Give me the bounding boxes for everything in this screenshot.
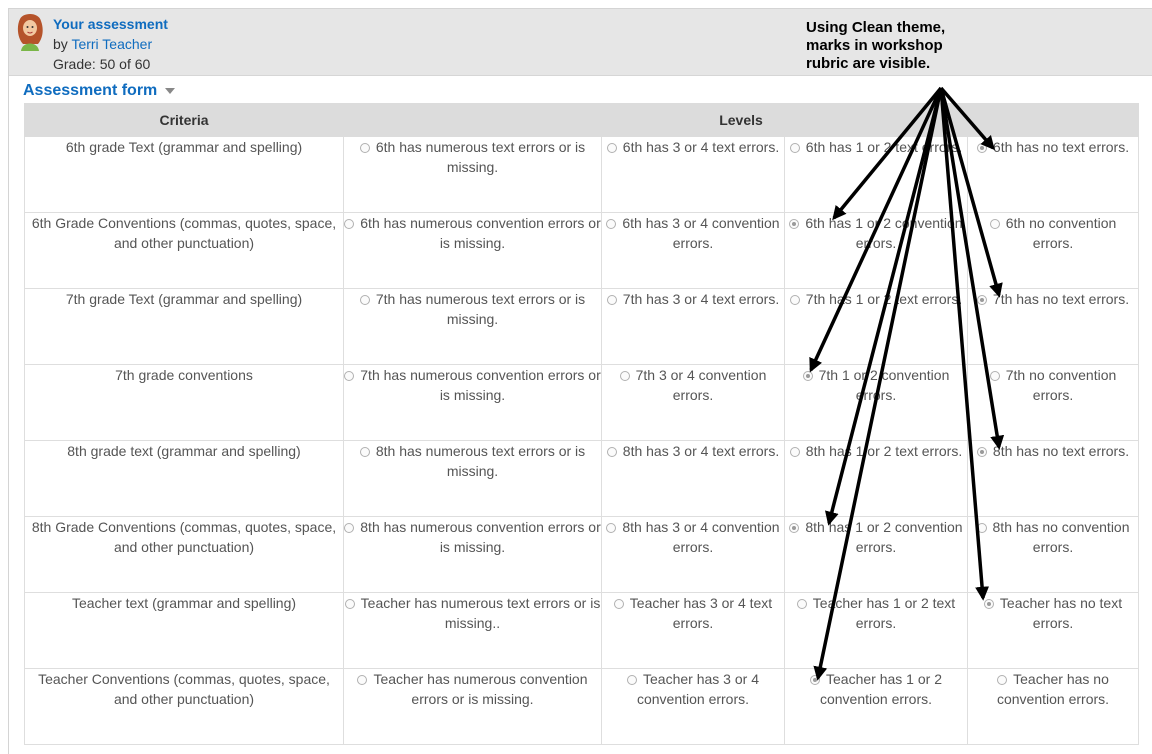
level-radio[interactable] [984, 599, 994, 609]
level-option[interactable] [968, 365, 1139, 441]
level-option[interactable] [344, 289, 602, 365]
level-option[interactable] [602, 213, 785, 289]
criteria-header: Criteria [25, 104, 344, 137]
level-radio[interactable] [606, 219, 616, 229]
level-description: 7th 3 or 4 convention errors. [635, 367, 767, 403]
level-description: 6th has numerous convention errors or is missing. [360, 215, 601, 251]
rubric-row [25, 593, 1139, 669]
level-option[interactable] [785, 137, 968, 213]
level-radio[interactable] [606, 523, 616, 533]
by-label: by [53, 36, 68, 52]
level-description: 7th has numerous convention errors or is missing. [360, 367, 601, 403]
level-description: 7th has no text errors. [992, 291, 1130, 307]
level-radio[interactable] [990, 219, 1000, 229]
level-description: 8th has numerous text errors or is missing. [375, 443, 586, 479]
level-radio[interactable] [790, 295, 800, 305]
level-option[interactable] [785, 441, 968, 517]
level-description: Teacher has numerous convention errors or is missing. [373, 671, 588, 707]
avatar [13, 13, 47, 51]
level-option[interactable] [344, 365, 602, 441]
level-option[interactable] [785, 669, 968, 745]
level-description: 6th has 1 or 2 text errors. [805, 139, 963, 155]
level-radio[interactable] [345, 599, 355, 609]
level-option[interactable] [968, 289, 1139, 365]
level-option[interactable] [785, 365, 968, 441]
level-radio[interactable] [344, 523, 354, 533]
rubric-row [25, 365, 1139, 441]
level-description: 8th has numerous convention errors or is missing. [360, 519, 601, 555]
level-description: 7th 1 or 2 convention errors. [818, 367, 950, 403]
level-radio[interactable] [997, 675, 1007, 685]
level-description: 6th has 3 or 4 convention errors. [622, 215, 780, 251]
chevron-down-icon [165, 88, 175, 94]
assessment-panel [8, 8, 1152, 754]
annotation-callout [806, 19, 996, 73]
rubric-table [24, 103, 1139, 745]
criterion-label: 7th grade Text (grammar and spelling) [25, 289, 344, 365]
level-option[interactable] [344, 593, 602, 669]
criterion-label: Teacher Conventions (commas, quotes, space, and other punctuation) [25, 669, 344, 745]
level-option[interactable] [344, 441, 602, 517]
level-description: 8th has no text errors. [992, 443, 1130, 459]
level-description: 7th has 1 or 2 text errors. [805, 291, 963, 307]
level-option[interactable] [785, 593, 968, 669]
level-radio[interactable] [344, 219, 354, 229]
level-option[interactable] [602, 289, 785, 365]
annotation-line: Using Clean theme, [806, 19, 946, 36]
level-option[interactable] [602, 441, 785, 517]
assessment-title-link[interactable]: Your assessment [53, 16, 168, 32]
level-description: 6th has 1 or 2 convention errors. [805, 215, 963, 251]
level-option[interactable] [968, 517, 1139, 593]
level-radio[interactable] [789, 523, 799, 533]
level-option[interactable] [344, 517, 602, 593]
level-option[interactable] [344, 213, 602, 289]
level-option[interactable] [602, 365, 785, 441]
level-radio[interactable] [789, 219, 799, 229]
level-option[interactable] [602, 593, 785, 669]
assessment-form-title: Assessment form [23, 82, 158, 99]
level-radio[interactable] [344, 371, 354, 381]
level-radio[interactable] [360, 143, 370, 153]
level-radio[interactable] [977, 447, 987, 457]
reviewer-link[interactable]: Terri Teacher [71, 36, 153, 52]
level-option[interactable] [602, 137, 785, 213]
level-radio[interactable] [977, 295, 987, 305]
level-radio[interactable] [614, 599, 624, 609]
criterion-label: 7th grade conventions [25, 365, 344, 441]
level-description: 6th has numerous text errors or is missing. [375, 139, 586, 175]
level-option[interactable] [968, 593, 1139, 669]
level-description: 8th has 1 or 2 convention errors. [805, 519, 963, 555]
level-radio[interactable] [790, 447, 800, 457]
level-radio[interactable] [810, 675, 820, 685]
level-radio[interactable] [803, 371, 813, 381]
assessment-form-toggle[interactable] [23, 82, 175, 100]
levels-header: Levels [344, 104, 1139, 137]
level-radio[interactable] [990, 371, 1000, 381]
level-option[interactable] [602, 669, 785, 745]
level-description: Teacher has numerous text errors or is missing.. [360, 595, 601, 631]
level-description: 7th no convention errors. [1005, 367, 1117, 403]
level-description: 8th has 3 or 4 text errors. [622, 443, 780, 459]
level-radio[interactable] [360, 447, 370, 457]
level-option[interactable] [785, 289, 968, 365]
level-radio[interactable] [620, 371, 630, 381]
rubric-row [25, 669, 1139, 745]
level-description: Teacher has no convention errors. [996, 671, 1110, 707]
criterion-label: 6th grade Text (grammar and spelling) [25, 137, 344, 213]
level-description: 7th has numerous text errors or is missing. [375, 291, 586, 327]
rubric-row [25, 137, 1139, 213]
level-radio[interactable] [607, 447, 617, 457]
rubric-row [25, 213, 1139, 289]
level-radio[interactable] [977, 523, 987, 533]
level-option[interactable] [344, 137, 602, 213]
level-description: 7th has 3 or 4 text errors. [622, 291, 780, 307]
rubric-row [25, 441, 1139, 517]
level-description: 6th no convention errors. [1005, 215, 1117, 251]
rubric-row [25, 517, 1139, 593]
level-description: 8th has no convention errors. [992, 519, 1130, 555]
level-radio[interactable] [357, 675, 367, 685]
criterion-label: 8th grade text (grammar and spelling) [25, 441, 344, 517]
level-radio[interactable] [607, 143, 617, 153]
level-description: Teacher has 3 or 4 convention errors. [636, 671, 759, 707]
rubric-row [25, 289, 1139, 365]
level-option[interactable] [968, 137, 1139, 213]
level-radio[interactable] [797, 599, 807, 609]
criterion-label: Teacher text (grammar and spelling) [25, 593, 344, 669]
level-radio[interactable] [607, 295, 617, 305]
level-option[interactable] [968, 441, 1139, 517]
level-radio[interactable] [977, 143, 987, 153]
level-option[interactable] [785, 213, 968, 289]
level-radio[interactable] [627, 675, 637, 685]
level-option[interactable] [968, 669, 1139, 745]
criterion-label: 6th Grade Conventions (commas, quotes, space, and other punctuation) [25, 213, 344, 289]
level-description: 6th has no text errors. [992, 139, 1130, 155]
level-option[interactable] [602, 517, 785, 593]
level-radio[interactable] [360, 295, 370, 305]
annotation-line: rubric are visible. [806, 55, 931, 72]
level-description: Teacher has no text errors. [999, 595, 1123, 631]
level-description: Teacher has 3 or 4 text errors. [629, 595, 773, 631]
level-radio[interactable] [790, 143, 800, 153]
level-description: 8th has 3 or 4 convention errors. [622, 519, 780, 555]
annotation-line: marks in workshop [806, 37, 943, 54]
grade-text: Grade: 50 of 60 [53, 56, 151, 72]
level-description: 6th has 3 or 4 text errors. [622, 139, 780, 155]
level-option[interactable] [968, 213, 1139, 289]
level-option[interactable] [344, 669, 602, 745]
level-description: 8th has 1 or 2 text errors. [805, 443, 963, 459]
level-description: Teacher has 1 or 2 convention errors. [819, 671, 942, 707]
level-option[interactable] [785, 517, 968, 593]
criterion-label: 8th Grade Conventions (commas, quotes, space, and other punctuation) [25, 517, 344, 593]
level-description: Teacher has 1 or 2 text errors. [812, 595, 956, 631]
